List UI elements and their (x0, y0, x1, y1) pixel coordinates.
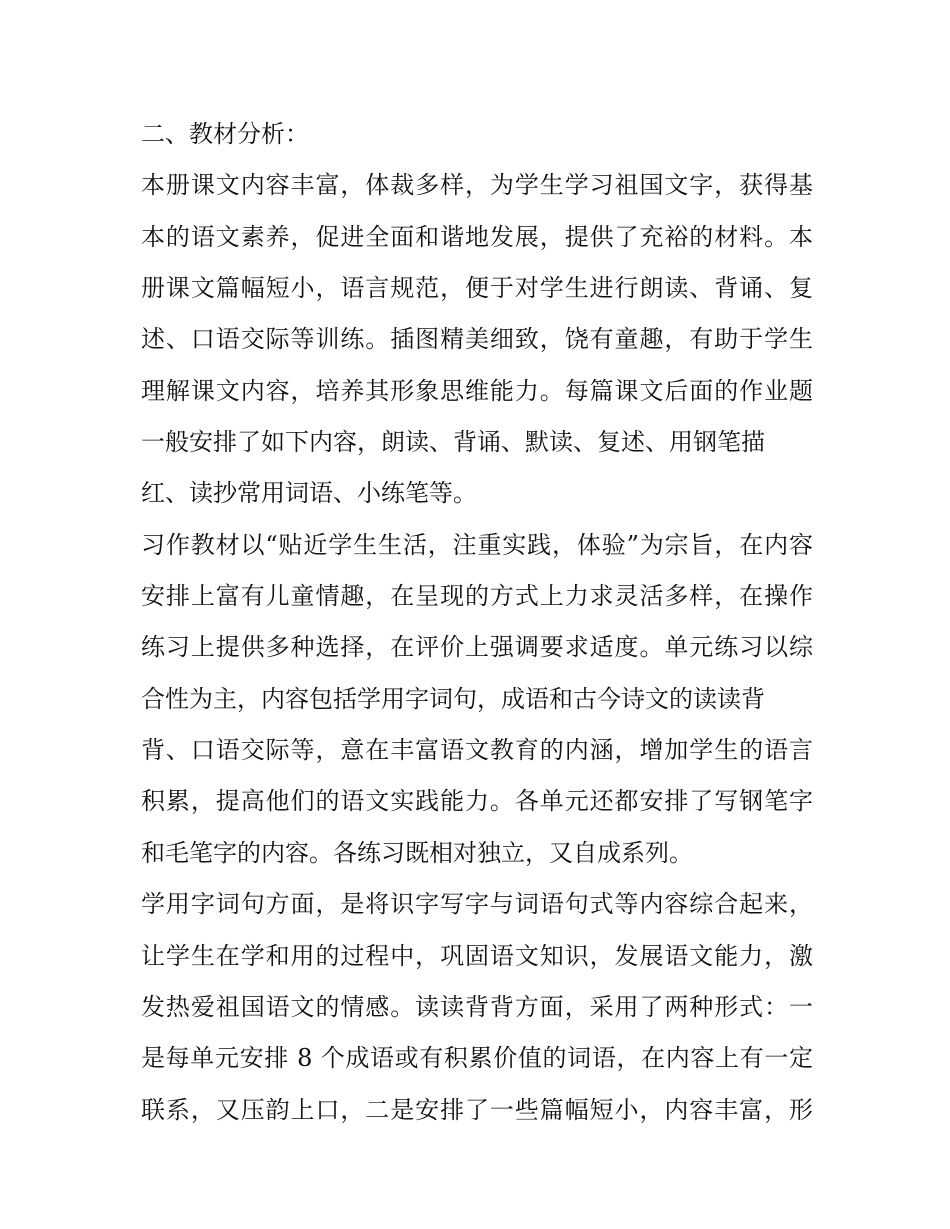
text-line: 背、口语交际等，意在丰富语文教育的内涵，增加学生的语言 (141, 736, 813, 765)
text-line: 册课文篇幅短小，语言规范，便于对学生进行朗读、背诵、复 (141, 274, 813, 303)
text-line: 练习上提供多种选择，在评价上强调要求适度。单元练习以综 (141, 633, 813, 662)
text-line: 述、口语交际等训练。插图精美细致，饶有童趣，有助于学生 (141, 325, 813, 354)
text-line: 本册课文内容丰富，体裁多样，为学生学习祖国文字，获得基 (141, 171, 813, 200)
text-line: 合性为主，内容包括学用字词句，成语和古今诗文的读读背 (141, 684, 765, 713)
text-line: 让学生在学和用的过程中，巩固语文知识，发展语文能力，激 (141, 941, 813, 970)
text-line: 积累，提高他们的语文实践能力。各单元还都安排了写钢笔字 (141, 787, 813, 816)
text-line: 是每单元安排 8 个成语或有积累价值的词语，在内容上有一定 (141, 1044, 813, 1073)
text-line: 习作教材以“贴近学生生活，注重实践，体验”为宗旨，在内容 (141, 530, 813, 559)
text-line: 红、读抄常用词语、小练笔等。 (141, 479, 477, 508)
section-heading: 二、教材分析： (141, 120, 309, 148)
text-line: 安排上富有儿童情趣，在呈现的方式上力求灵活多样，在操作 (141, 582, 813, 611)
text-line: 联系，又压韵上口，二是安排了一些篇幅短小，内容丰富，形 (141, 1095, 813, 1124)
text-line: 理解课文内容，培养其形象思维能力。每篇课文后面的作业题 (141, 376, 813, 405)
text-line: 发热爱祖国语文的情感。读读背背方面，采用了两种形式：一 (141, 992, 813, 1021)
text-line: 一般安排了如下内容，朗读、背诵、默读、复述、用钢笔描 (141, 428, 765, 457)
text-line: 和毛笔字的内容。各练习既相对独立，又自成系列。 (141, 838, 693, 867)
text-line: 本的语文素养，促进全面和谐地发展，提供了充裕的材料。本 (141, 222, 813, 251)
text-line: 学用字词句方面，是将识字写字与词语句式等内容综合起来， (141, 890, 813, 919)
document-body (141, 109, 813, 1136)
